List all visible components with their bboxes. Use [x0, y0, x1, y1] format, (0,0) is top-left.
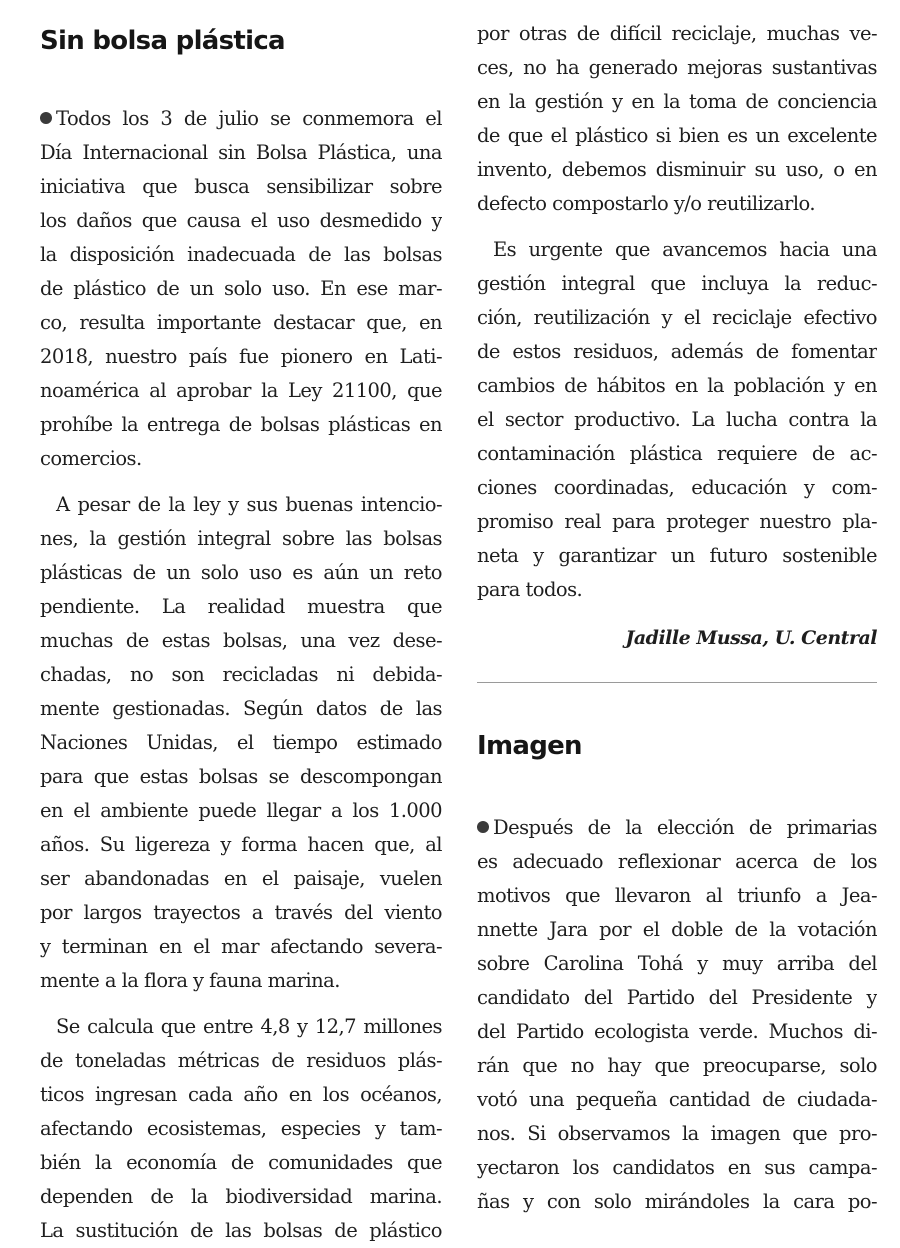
text-line: nos. Si observamos la imagen que pro- [477, 1122, 877, 1145]
text-line: prohíbe la entrega de bolsas plásticas en [40, 413, 442, 436]
text-line: en el ambiente puede llegar a los 1.000 [40, 799, 442, 822]
bullet-icon [40, 112, 52, 124]
text-line: afectando ecosistemas, especies y tam- [40, 1117, 442, 1140]
text-line: para que estas bolsas se descompongan [40, 765, 442, 788]
text-line: nes, la gestión integral sobre las bolsas [40, 527, 442, 550]
text-line: muchas de estas bolsas, una vez dese- [40, 629, 442, 652]
text-line: de estos residuos, además de fomentar [477, 340, 877, 363]
text-line: Día Internacional sin Bolsa Plástica, una [40, 141, 442, 164]
text-line: años. Su ligereza y forma hacen que, al [40, 833, 442, 856]
text-line: iniciativa que busca sensibilizar sobre [40, 175, 442, 198]
text-line: motivos que llevaron al triunfo a Jea- [477, 884, 877, 907]
text-line: es adecuado reflexionar acerca de los [477, 850, 877, 873]
text-line: ticos ingresan cada año en los océanos, [40, 1083, 442, 1106]
text-line: sobre Carolina Tohá y muy arriba del [477, 952, 877, 975]
text-line: Naciones Unidas, el tiempo estimado [40, 731, 442, 754]
text-line: ción, reutilización y el reciclaje efectivo [477, 306, 877, 329]
text-line: para todos. [477, 578, 583, 601]
text-line: ñas y con solo mirándoles la cara po- [477, 1190, 877, 1213]
text-line: comercios. [40, 447, 142, 470]
text-line: defecto compostarlo y/o reutilizarlo. [477, 192, 816, 215]
right-column [477, 0, 877, 1219]
text-line: yectaron los candidatos en sus campa- [477, 1156, 877, 1179]
text-line: bién la economía de comunidades que [40, 1151, 442, 1174]
paragraph [40, 488, 442, 998]
text-line: ces, no ha generado mejoras sustantivas [477, 56, 877, 79]
text-line: A pesar de la ley y sus buenas intencio- [56, 493, 442, 516]
text-line: chadas, no son recicladas ni debida- [40, 663, 442, 686]
text-line: de que el plástico si bien es un excelente [477, 124, 877, 147]
text-line: de toneladas métricas de residuos plás- [40, 1049, 442, 1072]
text-line [40, 102, 442, 136]
text-line: cambios de hábitos en la población y en [477, 374, 877, 397]
text-line: co, resulta importante destacar que, en [40, 311, 442, 334]
text-line: los daños que causa el uso desmedido y [40, 209, 442, 232]
section-divider [477, 682, 877, 683]
text-run: Después de la elección de primarias [493, 816, 877, 839]
bullet-icon [477, 821, 489, 833]
paragraph [477, 811, 877, 1219]
text-line: del Partido ecologista verde. Muchos di- [477, 1020, 877, 1043]
text-line: 2018, nuestro país fue pionero en Lati- [40, 345, 442, 368]
text-line [477, 811, 877, 845]
text-line: dependen de la biodiversidad marina. [40, 1185, 442, 1208]
text-line: ser abandonadas en el paisaje, vuelen [40, 867, 442, 890]
author-signature: Jadille Mussa, U. Central [625, 627, 877, 649]
paragraph-continued [477, 17, 877, 221]
text-line: la disposición inadecuada de las bolsas [40, 243, 442, 266]
text-line: Se calcula que entre 4,8 y 12,7 millones [56, 1015, 442, 1038]
text-line: mente a la flora y fauna marina. [40, 969, 340, 992]
text-line: contaminación plástica requiere de ac- [477, 442, 877, 465]
text-line: y terminan en el mar afectando severa- [40, 935, 442, 958]
text-line: en la gestión y en la toma de conciencia [477, 90, 877, 113]
text-line: noamérica al aprobar la Ley 21100, que [40, 379, 442, 402]
text-line: neta y garantizar un futuro sostenible [477, 544, 877, 567]
text-line: plásticas de un solo uso es aún un reto [40, 561, 442, 584]
text-line: La sustitución de las bolsas de plástico [40, 1219, 442, 1242]
article-title: Sin bolsa plástica [40, 26, 285, 56]
text-line: votó una pequeña cantidad de ciudada- [477, 1088, 877, 1111]
text-line: de plástico de un solo uso. En ese mar- [40, 277, 442, 300]
paragraph [40, 1010, 442, 1248]
text-line: rán que no hay que preocuparse, solo [477, 1054, 877, 1077]
paragraph [40, 102, 442, 476]
text-line: invento, debemos disminuir su uso, o en [477, 158, 877, 181]
text-line: pendiente. La realidad muestra que [40, 595, 442, 618]
text-line: nnette Jara por el doble de la votación [477, 918, 877, 941]
article-title: Imagen [477, 731, 582, 761]
text-line: por otras de difícil reciclaje, muchas ve- [477, 22, 877, 45]
left-column [40, 0, 442, 1248]
text-run: Todos los 3 de julio se conmemora el [56, 107, 442, 130]
text-line: candidato del Partido del Presidente y [477, 986, 877, 1009]
text-line: mente gestionadas. Según datos de las [40, 697, 442, 720]
text-line: ciones coordinadas, educación y com- [477, 476, 877, 499]
text-line: Es urgente que avancemos hacia una [493, 238, 877, 261]
text-line: el sector productivo. La lucha contra la [477, 408, 877, 431]
text-line: gestión integral que incluya la reduc- [477, 272, 877, 295]
text-line: por largos trayectos a través del viento [40, 901, 442, 924]
paragraph [477, 233, 877, 607]
text-line: promiso real para proteger nuestro pla- [477, 510, 877, 533]
